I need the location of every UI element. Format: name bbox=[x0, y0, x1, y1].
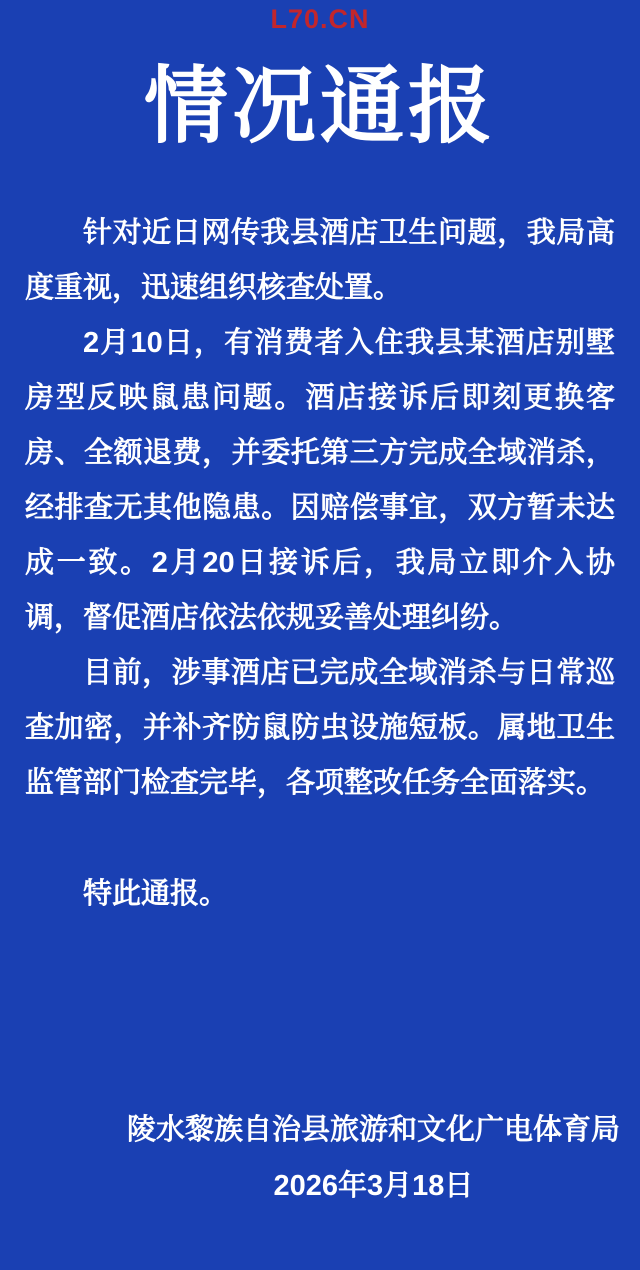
signature-block bbox=[127, 1102, 620, 1214]
notice-paragraph-1: 针对近日网传我县酒店卫生问题，我局高度重视，迅速组织核查处置。 bbox=[25, 217, 615, 305]
notice-closing-line: 特此通报。 bbox=[83, 878, 229, 911]
notice-body bbox=[0, 206, 640, 922]
notice-date: 2026年3月18日 bbox=[273, 1170, 474, 1203]
notice-paragraph-3: 目前，涉事酒店已完成全域消杀与日常巡查加密，并补齐防鼠防虫设施短板。属地卫生监管部门检查完毕，各项整改任务全面落实。 bbox=[25, 657, 615, 800]
notice-title: 情况通报 bbox=[143, 59, 496, 153]
issuing-authority: 陵水黎族自治县旅游和文化广电体育局 bbox=[126, 1114, 620, 1147]
notice-paragraph-2: 2月10日，有消费者入住我县某酒店别墅房型反映鼠患问题。酒店接诉后即刻更换客房、全额退费，并委托第三方完成全域消杀，经排查无其他隐患。因赔偿事宜，双方暂未达成一致。2月20日接诉后，我局立即介入协调，督促酒店依法依规妥善处理纠纷。 bbox=[25, 327, 615, 635]
watermark-text: L70.CN bbox=[270, 4, 370, 34]
